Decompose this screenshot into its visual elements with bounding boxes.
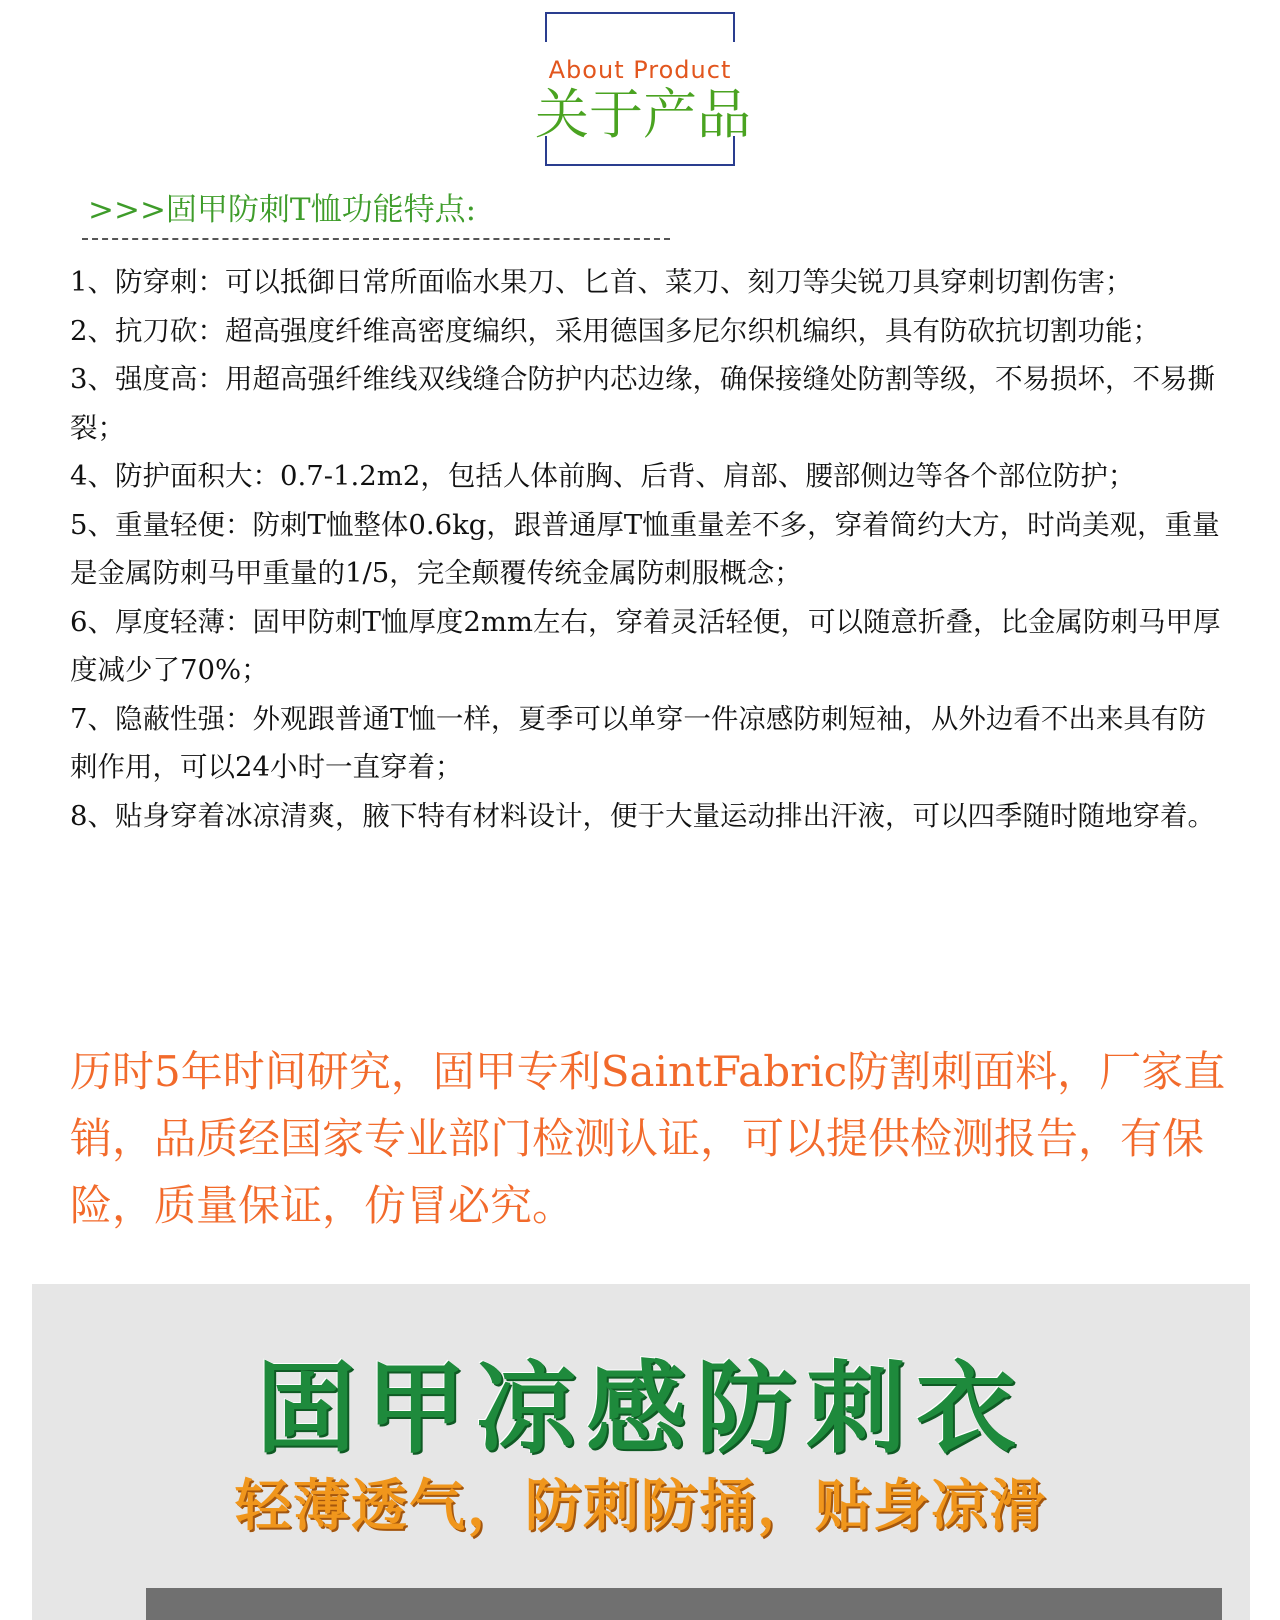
header-bracket-top	[545, 12, 735, 42]
feature-item: 8、贴身穿着冰凉清爽，腋下特有材料设计，便于大量运动排出汗液，可以四季随时随地穿着。	[70, 799, 1215, 832]
product-banner	[32, 1284, 1250, 1620]
promo-text: 历时5年时间研究，固甲专利SaintFabric防割刺面料，厂家直销，品质经国家专业部门检测认证，可以提供检测报告，有保险，质量保证，仿冒必究。	[70, 1047, 1226, 1230]
section-divider	[82, 238, 670, 240]
banner-bottom-bar	[146, 1588, 1222, 1620]
feature-item: 3、强度高：用超高强纤维线双线缝合防护内芯边缘，确保接缝处防割等级，不易损坏，不易撕裂；	[70, 363, 1215, 444]
feature-item: 7、隐蔽性强：外观跟普通T恤一样，夏季可以单穿一件凉感防刺短袖，从外边看不出来具有防刺作用，可以24小时一直穿着；	[70, 702, 1206, 783]
header-bracket-bottom	[545, 136, 735, 166]
feature-item: 1、防穿刺：可以抵御日常所面临水果刀、匕首、菜刀、刻刀等尖锐刀具穿刺切割伤害；	[70, 266, 1133, 298]
section-title: >>>固甲防刺T恤功能特点:	[88, 192, 477, 228]
header-chinese-title: 关于产品	[535, 83, 751, 146]
header-english-title: About Product	[548, 56, 732, 84]
feature-item: 2、抗刀砍：超高强度纤维高密度编织，采用德国多尼尔织机编织，具有防砍抗切割功能；	[70, 314, 1160, 347]
banner-title: 固甲凉感防刺衣	[256, 1350, 1026, 1467]
feature-item: 4、防护面积大：0.7-1.2m2，包括人体前胸、后背、肩部、腰部侧边等各个部位防护；	[70, 460, 1136, 492]
feature-item: 5、重量轻便：防刺T恤整体0.6kg，跟普通厚T恤重量差不多，穿着简约大方，时尚美观，重量是金属防刺马甲重量的1/5，完全颠覆传统金属防刺服概念；	[70, 508, 1220, 589]
about-product-header	[535, 12, 751, 166]
feature-item: 6、厚度轻薄：固甲防刺T恤厚度2mm左右，穿着灵活轻便，可以随意折叠，比金属防刺马甲厚度减少了70%；	[70, 605, 1221, 686]
feature-list	[70, 258, 1230, 840]
banner-subtitle: 轻薄透气，防刺防捅，贴身凉滑	[235, 1474, 1047, 1539]
